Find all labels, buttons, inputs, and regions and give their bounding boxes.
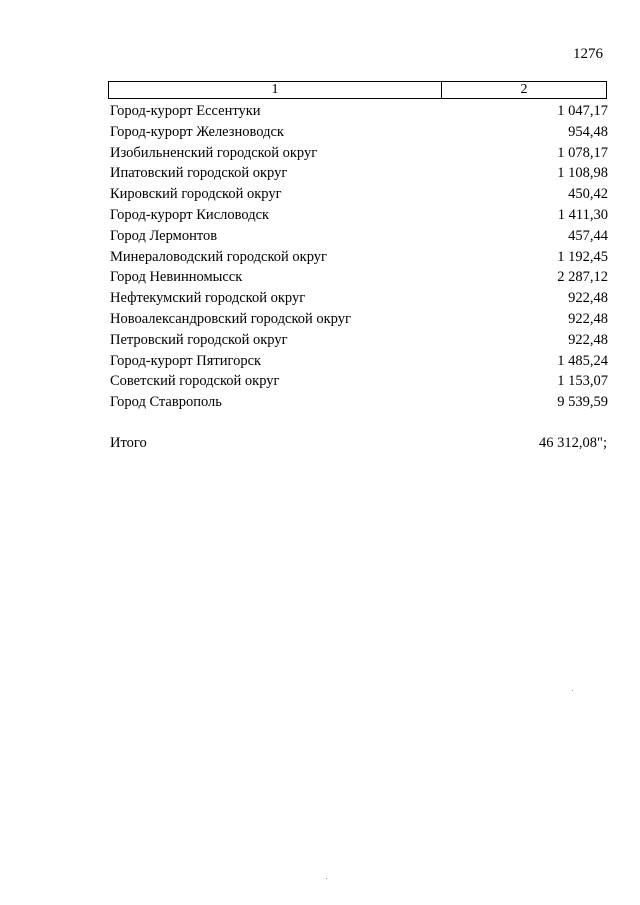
row-value: 922,48: [568, 310, 608, 327]
row-name: Петровский городской округ: [110, 331, 288, 348]
header-col-2: 2: [520, 82, 528, 97]
row-name: Ипатовский городской округ: [110, 165, 288, 182]
table-header: [108, 81, 607, 99]
row-value: 1 411,30: [557, 206, 608, 223]
table-row: [110, 330, 608, 351]
table-row: [110, 351, 608, 372]
row-value: 1 485,24: [557, 352, 608, 369]
row-name: Изобильненский городской округ: [110, 144, 318, 161]
table-row: [110, 163, 608, 184]
scan-speck: [326, 878, 327, 879]
scan-speck: [572, 690, 573, 691]
row-name: Город-курорт Пятигорск: [110, 352, 262, 369]
table-row: [110, 309, 608, 330]
row-name: Город-курорт Кисловодск: [110, 206, 270, 223]
page-number: 1276: [573, 46, 603, 62]
table-row: [110, 392, 608, 413]
row-name: Город-курорт Железноводск: [110, 123, 284, 140]
table-row: [110, 184, 608, 205]
row-value: 954,48: [568, 123, 608, 140]
row-value: 457,44: [568, 227, 608, 244]
row-value: 922,48: [568, 331, 608, 348]
row-name: Новоалександровский городской округ: [110, 310, 351, 327]
row-value: 1 192,45: [557, 248, 608, 265]
total-value: 46 312,08";: [539, 435, 607, 451]
table-body: [110, 101, 608, 413]
table-row: [110, 205, 608, 226]
row-value: 450,42: [568, 186, 608, 203]
row-value: 1 108,98: [557, 165, 608, 182]
total-row: [110, 433, 607, 453]
row-name: Город Невинномысск: [110, 269, 243, 286]
header-col-1: 1: [109, 82, 442, 98]
row-name: Кировский городской округ: [110, 186, 282, 203]
row-value: 9 539,59: [557, 394, 608, 411]
row-value: 922,48: [568, 290, 608, 307]
table-row: [110, 226, 608, 247]
table-row: [110, 288, 608, 309]
row-value: 1 153,07: [557, 373, 608, 390]
row-name: Город-курорт Ессентуки: [110, 103, 261, 119]
table-row: [110, 247, 608, 268]
table-row: [110, 101, 608, 122]
row-value: 1 078,17: [557, 144, 608, 161]
total-label: Итого: [110, 435, 147, 451]
row-value: 2 287,12: [557, 269, 608, 286]
row-name: Советский городской округ: [110, 373, 280, 390]
row-name: Город Ставрополь: [110, 394, 222, 411]
table-row: [110, 122, 608, 143]
row-value: 1 047,17: [557, 103, 608, 119]
table-row: [110, 371, 608, 392]
row-name: Нефтекумский городской округ: [110, 290, 306, 307]
table-row: [110, 267, 608, 288]
table-row: [110, 143, 608, 164]
row-name: Минераловодский городской округ: [110, 248, 327, 265]
row-name: Город Лермонтов: [110, 227, 218, 244]
